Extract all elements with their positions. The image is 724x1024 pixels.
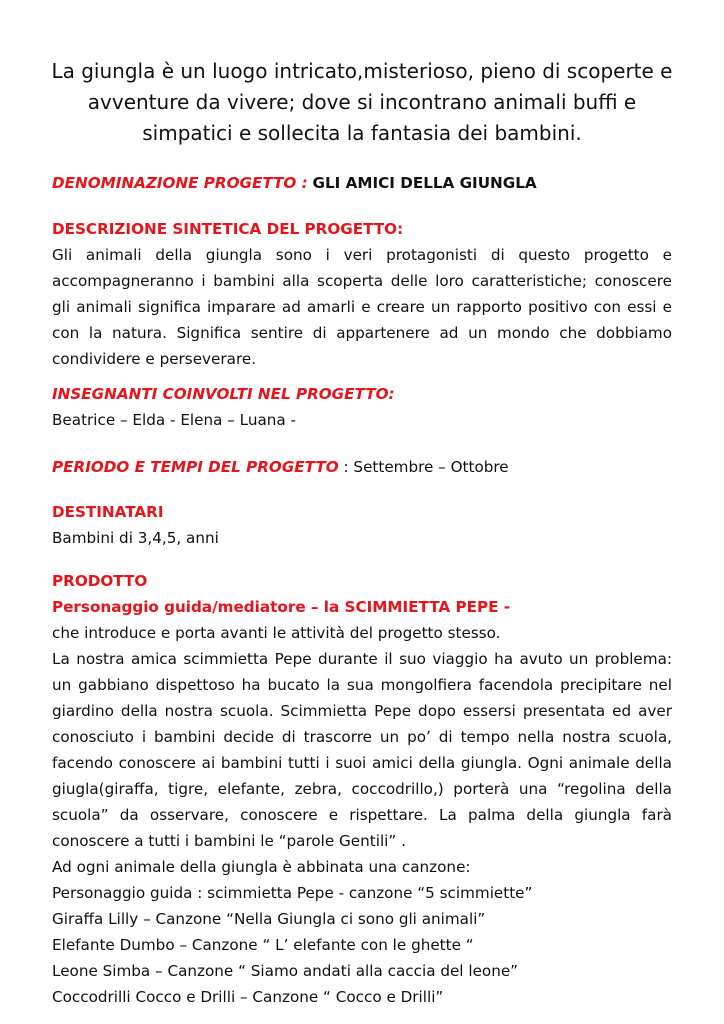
denominazione-value: GLI AMICI DELLA GIUNGLA [312,174,537,192]
prodotto-section [52,568,672,1010]
periodo-section [52,454,672,480]
descrizione-label: DESCRIZIONE SINTETICA DEL PROGETTO: [52,220,404,238]
periodo-label: PERIODO E TEMPI DEL PROGETTO [52,458,339,476]
songs-intro: Ad ogni animale della giungla è abbinata una canzone: [52,858,471,876]
prodotto-subtitle: Personaggio guida/mediatore – la SCIMMIETTA PEPE - [52,598,511,616]
periodo-value: : Settembre – Ottobre [343,458,509,476]
song-item: Leone Simba – Canzone “ Siamo andati alla caccia del leone” [52,962,519,980]
denominazione-section [52,170,672,196]
destinatari-label: DESTINATARI [52,503,164,521]
song-item: Coccodrilli Cocco e Drilli – Canzone “ Cocco e Drilli” [52,988,444,1006]
insegnanti-section [52,381,672,433]
intro-paragraph: La giungla è un luogo intricato,misterioso, pieno di scoperte e avventure da vivere; dove si incontrano animali buffi e simpatici e sollecita la fantasia dei bambini. [51,59,673,145]
song-item: Giraffa Lilly – Canzone “Nella Giungla ci sono gli animali” [52,910,486,928]
destinatari-value: Bambini di 3,4,5, anni [52,529,219,547]
destinatari-section [52,499,672,551]
denominazione-label: DENOMINAZIONE PROGETTO : [52,174,308,192]
prodotto-label: PRODOTTO [52,572,148,590]
descrizione-section [52,216,672,372]
prodotto-intro-line: che introduce e porta avanti le attività del progetto stesso. [52,624,501,642]
insegnanti-value: Beatrice – Elda - Elena – Luana - [52,411,297,429]
prodotto-story: La nostra amica scimmietta Pepe durante il suo viaggio ha avuto un problema: un gabbiano dispettoso ha bucato la sua mongolfiera facendola precipitare nel giardino della nostra scuola. Scimmietta Pepe dopo essersi presentata ed aver conosciuto i bambini decide di trascorre un po’ di tempo nella nostra scuola, facendo conoscere ai bambini tutti i suoi amici della giungla. Ogni animale della giugla(giraffa, tigre, elefante, zebra, coccodrillo,) porterà una “regolina della scuola” da osservare, conoscere e rispettare. La palma della giungla farà conoscere a tutti i bambini le “parole Gentili” . [52,650,672,850]
song-item: Personaggio guida : scimmietta Pepe - canzone “5 scimmiette” [52,884,533,902]
songs-list [52,880,672,1010]
song-item: Elefante Dumbo – Canzone “ L’ elefante con le ghette “ [52,936,474,954]
insegnanti-label: INSEGNANTI COINVOLTI NEL PROGETTO: [52,385,395,403]
descrizione-text: Gli animali della giungla sono i veri protagonisti di questo progetto e accompagneranno i bambini alla scoperta delle loro caratteristiche; conoscere gli animali significa imparare ad amarli e creare un rapporto positivo con essi e con la natura. Significa sentire di appartenere ad un mondo che dobbiamo condividere e perseverare. [52,246,672,368]
